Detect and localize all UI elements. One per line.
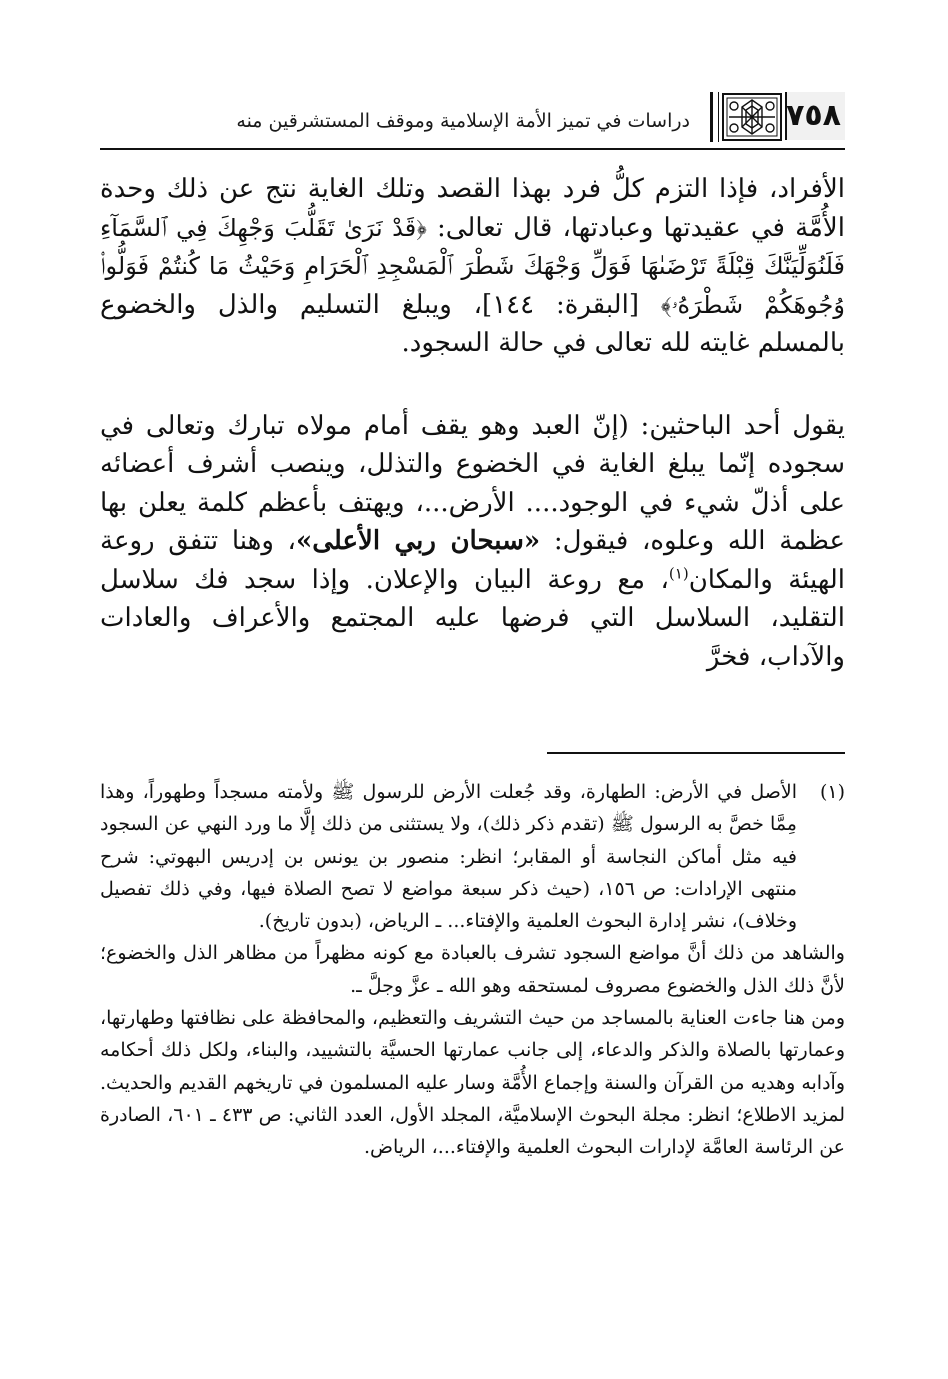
footnote-continuation [100,937,845,1163]
header-divider [710,92,713,142]
paragraph-1-rest: ، ويبلغ التسليم والذل والخضوع بالمسلم غايته لله تعالى في حالة السجود. [100,289,845,358]
paragraph-2 [100,407,845,677]
page-header [100,88,845,150]
tasbih-phrase: «سبحان ربي الأعلى» [295,526,541,556]
paragraph-2-part1: يقول أحد الباحثين: (إنّ العبد وهو يقف أمام مولاه تبارك وتعالى في سجوده إنّما يبلغ الغاية في الخضوع والتذلل، وينصب أشرف أعضائه على أذلّ شيء في الوجود.... الأرض...، ويهتف بأعظم كلمة يعلن بها عظمة الله وعلوه، فيقول: [100,410,846,556]
paragraph-1-intro: الأفراد، فإذا التزم كلُّ فرد بهذا القصد وتلك الغاية نتج عن ذلك وحدة الأُمَّة في عقيدتها وعبادتها، قال تعالى: [100,174,845,243]
paragraph-1 [100,170,845,363]
paragraph-2-part2: ، وهنا تتفق روعة الهيئة والمكان [100,526,845,595]
page-number: ٧٥٨ [786,98,841,133]
main-text [100,170,845,676]
footnote-line-3: ومن هنا جاءت العناية بالمساجد من حيث التشريف والتعظيم، والمحافظة على نظافتها وطهارتها، وعمارتها بالصلاة والذكر والدعاء، إلى جانب عمارتها الحسيَّة بالتشييد، والبناء، ولكل ذلك أحكامه وآدابه وهديه من القرآن والسنة وإجماع الأُمَّة وسار عليه المسلمون في تاريخهم القديم والحديث. لمزيد الاطلاع؛ انظر: مجلة البحوث الإسلاميَّة، المجلد الأول، العدد الثاني: ص ٤٣٣ ـ ٦٠١، الصادرة عن الرئاسة العامَّة لإدارات البحوث العلمية والإفتاء...، الرياض. [100,1007,845,1159]
footnote-line-1: الأصل في الأرض: الطهارة، وقد جُعلت الأرض للرسول ﷺ ولأمته مسجداً وطهوراً، وهذا مِمَّا خصَّ به الرسول ﷺ (تقدم ذكر ذلك)، ولا يستثنى من ذلك إلَّا ما ورد النهي عن السجود فيه مثل أماكن النجاسة أو المقابر؛ انظر: منصور بن يونس بن إدريس البهوتي: شرح منتهى الإرادات: ص ١٥٦، (حيث ذكر سبعة مواضع لا تصح الصلاة فيها، وفي ذلك تفصيل وخلاف)، نشر إدارة البحوث العلمية والإفتاء... ـ الرياض، (بدون تاريخ). [100,781,797,933]
arabesque-ornament-icon [721,92,783,142]
footnote-separator [547,752,845,754]
verse-citation: [البقرة: ١٤٤] [482,289,661,320]
footnote-number: (١) [819,781,845,803]
footnote-1 [100,776,845,937]
quran-verse: ﴿قَدْ نَرَىٰ تَقَلُّبَ وَجْهِكَ فِي ٱلسَّمَآءِ فَلَنُوَلِّيَنَّكَ قِبْلَةً تَرْضَىٰهَا فَوَلِّ وَجْهَكَ شَطْرَ ٱلْمَسْجِدِ ٱلْحَرَامِ وَحَيْثُ مَا كُنتُمْ فَوَلُّوا۟ وُجُوهَكُمْ شَطْرَهُۥ﴾ [100,213,845,319]
footnotes [100,776,845,1164]
page-number-box [785,92,845,140]
header-divider-thin [718,92,719,142]
running-title: دراسات في تميز الأمة الإسلامية وموقف المستشرقين منه [236,110,690,132]
footnote-1-text [100,776,797,937]
footnote-line-2: والشاهد من ذلك أنَّ مواضع السجود تشرف بالعبادة مع كونه مظهراً من مظاهر الذل والخضوع؛ لأنَّ ذلك الذل والخضوع مصروف لمستحقه وهو الله ـ عزَّ وجلَّ ـ. [100,942,845,997]
header-rule [100,148,845,150]
paragraph-2-part3: ، مع روعة البيان والإعلان. وإذا سجد فك سلاسل التقليد، السلاسل التي فرضها عليه المجتمع والأعراف والعادات والآداب، فخرَّ [100,564,845,672]
footnote-reference[interactable]: (١) [668,563,689,582]
